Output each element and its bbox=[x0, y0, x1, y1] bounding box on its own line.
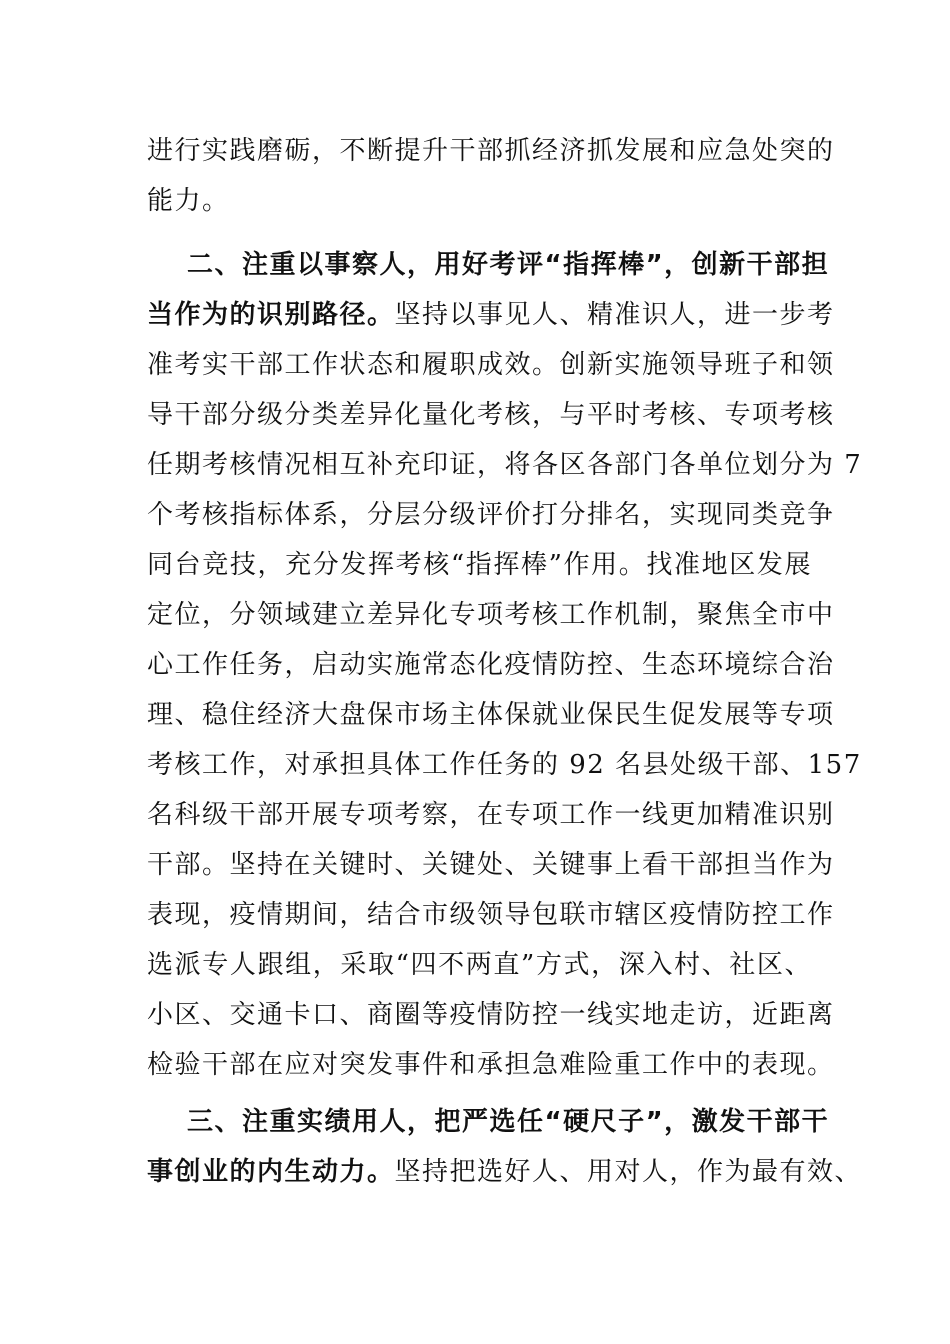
paragraph-2-line-9: 心工作任务，启动实施常态化疫情防控、生态环境综合治 bbox=[147, 650, 835, 680]
paragraph-1-line-2: 能力。 bbox=[147, 186, 230, 216]
paragraph-2-line-4: 导干部分级分类差异化量化考核，与平时考核、专项考核 bbox=[147, 400, 835, 430]
paragraph-3-heading-line-2: 事创业的内生动力。 bbox=[147, 1157, 395, 1187]
paragraph-2-line-12: 名科级干部开展专项考察，在专项工作一线更加精准识别 bbox=[147, 800, 835, 830]
paragraph-2-line-11: 考核工作，对承担具体工作任务的 92 名县处级干部、157 bbox=[147, 750, 862, 780]
paragraph-2-line-3: 准考实干部工作状态和履职成效。创新实施领导班子和领 bbox=[147, 350, 835, 380]
paragraph-3-heading-line-1: 三、注重实绩用人，把严选任“硬尺子”，激发干部干 bbox=[187, 1107, 830, 1137]
paragraph-2-line-8: 定位，分领域建立差异化专项考核工作机制，聚焦全市中 bbox=[147, 600, 835, 630]
paragraph-2-line-16: 小区、交通卡口、商圈等疫情防控一线实地走访，近距离 bbox=[147, 1000, 835, 1030]
paragraph-2-heading-line-1: 二、注重以事察人，用好考评“指挥棒”，创新干部担 bbox=[187, 250, 830, 280]
paragraph-2-line-5: 任期考核情况相互补充印证，将各区各部门各单位划分为 7 bbox=[147, 450, 863, 480]
paragraph-2-line-10: 理、稳住经济大盘保市场主体保就业保民生促发展等专项 bbox=[147, 700, 835, 730]
paragraph-1-line-1: 进行实践磨砺，不断提升干部抓经济抓发展和应急处突的 bbox=[147, 136, 835, 166]
paragraph-2-line-6: 个考核指标体系，分层分级评价打分排名，实现同类竞争 bbox=[147, 500, 835, 530]
paragraph-3-line-2-body: 坚持把选好人、用对人，作为最有效、 bbox=[394, 1157, 863, 1187]
paragraph-2-line-14: 表现，疫情期间，结合市级领导包联市辖区疫情防控工作 bbox=[147, 900, 835, 930]
paragraph-2-line-17: 检验干部在应对突发事件和承担急难险重工作中的表现。 bbox=[147, 1050, 835, 1080]
paragraph-2-line-13: 干部。坚持在关键时、关键处、关键事上看干部担当作为 bbox=[147, 850, 835, 880]
paragraph-3-line-2 bbox=[147, 1155, 863, 1189]
paragraph-2-line-7: 同台竞技，充分发挥考核“指挥棒”作用。找准地区发展 bbox=[147, 550, 812, 580]
paragraph-2-line-2-body: 坚持以事见人、精准识人，进一步考 bbox=[394, 300, 835, 330]
paragraph-2-heading-line-2: 当作为的识别路径。 bbox=[147, 300, 395, 330]
paragraph-2-line-2 bbox=[147, 298, 835, 332]
paragraph-2-line-15: 选派专人跟组，采取“四不两直”方式，深入村、社区、 bbox=[147, 950, 812, 980]
